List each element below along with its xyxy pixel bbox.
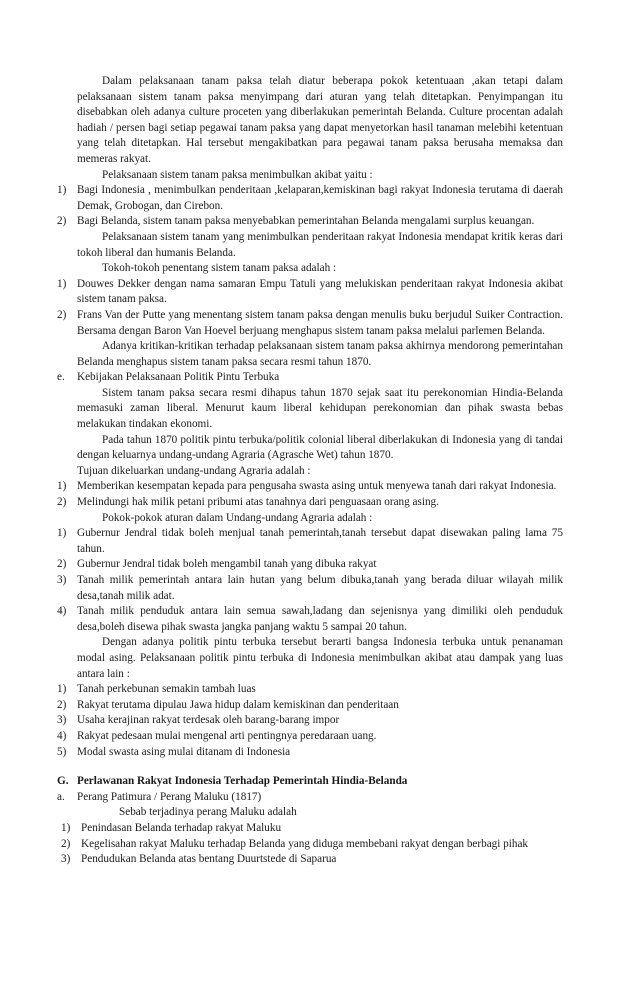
section-title: Perlawanan Rakyat Indonesia Terhadap Pemerintah Hindia-Belanda: [77, 775, 408, 788]
section-letter: G.: [57, 775, 69, 788]
list-number: 3): [61, 853, 71, 866]
list-number: 1): [57, 184, 67, 197]
section-title: Kebijakan Pelaksanaan Politik Pintu Terbuka: [77, 371, 280, 384]
list-item: [57, 821, 563, 837]
list-number: 1): [57, 683, 67, 696]
list-item: [57, 214, 563, 230]
list-number: 4): [57, 605, 67, 618]
paragraph-penghapusan: Adanya kritikan-kritikan terhadap pelaksanaan sistem tanam paksa akhirnya mendorong pemerintahan Belanda menghapus sistem tanam paksa secara resmi tahun 1870.: [77, 340, 563, 368]
subsection-title: Perang Patimura / Perang Maluku (1817): [77, 790, 262, 803]
list-text: Rakyat pedesaan mulai mengenal arti pentingnya peredaraan uang.: [77, 729, 377, 742]
list-text: Tanah milik penduduk antara lain semua sawah,ladang dan sejenisnya yang dimiliki oleh penduduk desa,boleh disewa pihak swasta jangka panjang waktu 5 sampai 20 tahun.: [77, 605, 563, 633]
list-text: Tanah perkebunan semakin tambah luas: [77, 683, 256, 696]
list-item: [57, 604, 563, 635]
list-number: 1): [57, 480, 67, 493]
paragraph-tujuan-intro: Tujuan dikeluarkan undang-undang Agraria adalah :: [77, 464, 311, 477]
list-item: [57, 557, 563, 573]
list-item: [57, 183, 563, 214]
list-item: [57, 698, 563, 714]
list-number: 2): [57, 496, 67, 509]
paragraph-pokok-intro: Pokok-pokok aturan dalam Undang-undang Agraria adalah :: [102, 511, 373, 524]
list-text: Usaha kerajinan rakyat terdesak oleh barang-barang impor: [77, 714, 340, 727]
section-heading-g: [57, 774, 563, 790]
list-text: Kegelisahan rakyat Maluku terhadap Belanda yang diduga membebani rakyat dengan berbagi pihak: [81, 837, 529, 850]
list-item: [57, 495, 563, 511]
list-number: 2): [61, 837, 71, 850]
list-text: Memberikan kesempatan kepada para pengusaha swasta asing untuk menyewa tanah dari rakyat Indonesia.: [77, 480, 557, 493]
list-text: Frans Van der Putte yang menentang sistem tanam paksa dengan menulis buku berjudul Suiker Contraction. Bersama dengan Baron Van Hoevel berjuang menghapus sistem tanam paksa melalui parlemen Belanda.: [77, 308, 563, 337]
list-number: 5): [57, 745, 67, 758]
list-item: [57, 713, 563, 729]
list-item: [57, 729, 563, 745]
list-text: Bagi Belanda, sistem tanam paksa menyebabkan pemerintahan Belanda mengalami surplus keuangan.: [77, 215, 535, 228]
list-item: [57, 852, 563, 868]
list-item: [57, 837, 563, 853]
list-item: [57, 745, 563, 761]
list-item: [57, 479, 563, 495]
list-text: Douwes Dekker dengan nama samaran Empu Tatuli yang melukiskan penderitaan rakyat Indonesia akibat sistem tanam paksa.: [77, 277, 563, 306]
list-item: [57, 682, 563, 698]
doc-body: [57, 74, 563, 868]
list-item: [57, 573, 563, 604]
paragraph-dampak-intro: Dengan adanya politik pintu terbuka tersebut berarti bangsa Indonesia terbuka untuk penanaman modal asing. Pelaksanaan politik pintu terbuka di Indonesia menimbulkan akibat atau dampak yang luas antara lain :: [77, 636, 563, 680]
list-number: 1): [61, 821, 71, 834]
list-number: 2): [57, 215, 67, 228]
paragraph-penyimpangan: Dalam pelaksanaan tanam paksa telah diatur beberapa pokok ketentuaan ,akan tetapi dalam pelaksanaan sistem tanam paksa menyimpang dari aturan yang telah ditetapkan. Penyimpangan itu disebabkan oleh adanya culture proceten yang diberlakukan pemerintah Belanda. Culture procentan adalah hadiah / persen bagi setiap pegawai tanam paksa yang dapat menyetorkan hasil tanaman melebihi ketentuan yang telah ditetapkan. Hal tersebut mengakibatkan para pegawai tanam paksa berusaha memaksa dan memeras rakyat.: [77, 75, 563, 165]
list-item: [57, 526, 563, 557]
paragraph-liberal: Sistem tanam paksa secara resmi dihapus tahun 1870 sejak saat itu perekonomian Hindia-Belanda memasuki zaman liberal. Menurut kaum liberal kehidupan perekonomian dan pihak swasta bebas melakukan tindakan ekonomi.: [77, 386, 563, 431]
list-number: 1): [57, 527, 67, 540]
list-number: 3): [57, 574, 67, 586]
list-number: 2): [57, 698, 67, 711]
list-number: 1): [57, 277, 67, 290]
list-number: 2): [57, 558, 67, 571]
paragraph-akibat-intro: Pelaksanaan sistem tanam paksa menimbulkan akibat yaitu :: [102, 168, 373, 181]
list-text: Gubernur Jendral tidak boleh mengambil tanah yang dibuka rakyat: [77, 558, 377, 571]
list-number: 4): [57, 729, 67, 742]
section-gap: [57, 760, 563, 774]
list-text: Modal swasta asing mulai ditanam di Indonesia: [77, 745, 291, 758]
list-text: Gubernur Jendral tidak boleh menjual tanah pemerintah,tanah tersebut dapat disewakan paling lama 75 tahun.: [77, 527, 563, 555]
paragraph-agraria: Pada tahun 1870 politik pintu terbuka/politik colonial liberal diberlakukan di Indonesia yang di tandai dengan keluarnya undang-undang Agraria (Agrasche Wet) tahun 1870.: [77, 433, 563, 462]
list-text: Bagi Indonesia , menimbulkan penderitaan ,kelaparan,kemiskinan bagi rakyat Indonesia terutama di daerah Demak, Grobogan, dan Cirebon.: [77, 184, 563, 212]
list-number: 3): [57, 714, 67, 727]
paragraph-tokoh-intro: Tokoh-tokoh penentang sistem tanam paksa adalah :: [102, 262, 337, 275]
list-text: Penindasan Belanda terhadap rakyat Maluku: [81, 821, 282, 834]
list-item: [57, 277, 563, 308]
paragraph-sebab-intro: Sebab terjadinya perang Maluku adalah: [119, 806, 297, 819]
list-text: Melindungi hak milik petani pribumi atas tanahnya dari penguasaan orang asing.: [77, 496, 439, 509]
list-number: 2): [57, 308, 67, 321]
list-text: Tanah milik pemerintah antara lain hutan yang belum dibuka,tanah yang berada diluar wilayah milik desa,tanah milik adat.: [77, 574, 563, 602]
list-text: Pendudukan Belanda atas bentang Duurtstede di Saparua: [81, 853, 337, 866]
section-letter: e.: [57, 371, 65, 384]
subsection-letter: a.: [57, 790, 65, 803]
paragraph-kritik: Pelaksanaan sistem tanam yang menimbulkan penderitaan rakyat Indonesia mendapat kritik keras dari tokoh liberal dan humanis Belanda.: [77, 230, 563, 259]
list-text: Rakyat terutama dipulau Jawa hidup dalam kemiskinan dan penderitaan: [77, 698, 399, 711]
subsection-heading-a: [57, 790, 563, 806]
section-heading-e: [57, 370, 563, 386]
list-item: [57, 308, 563, 339]
